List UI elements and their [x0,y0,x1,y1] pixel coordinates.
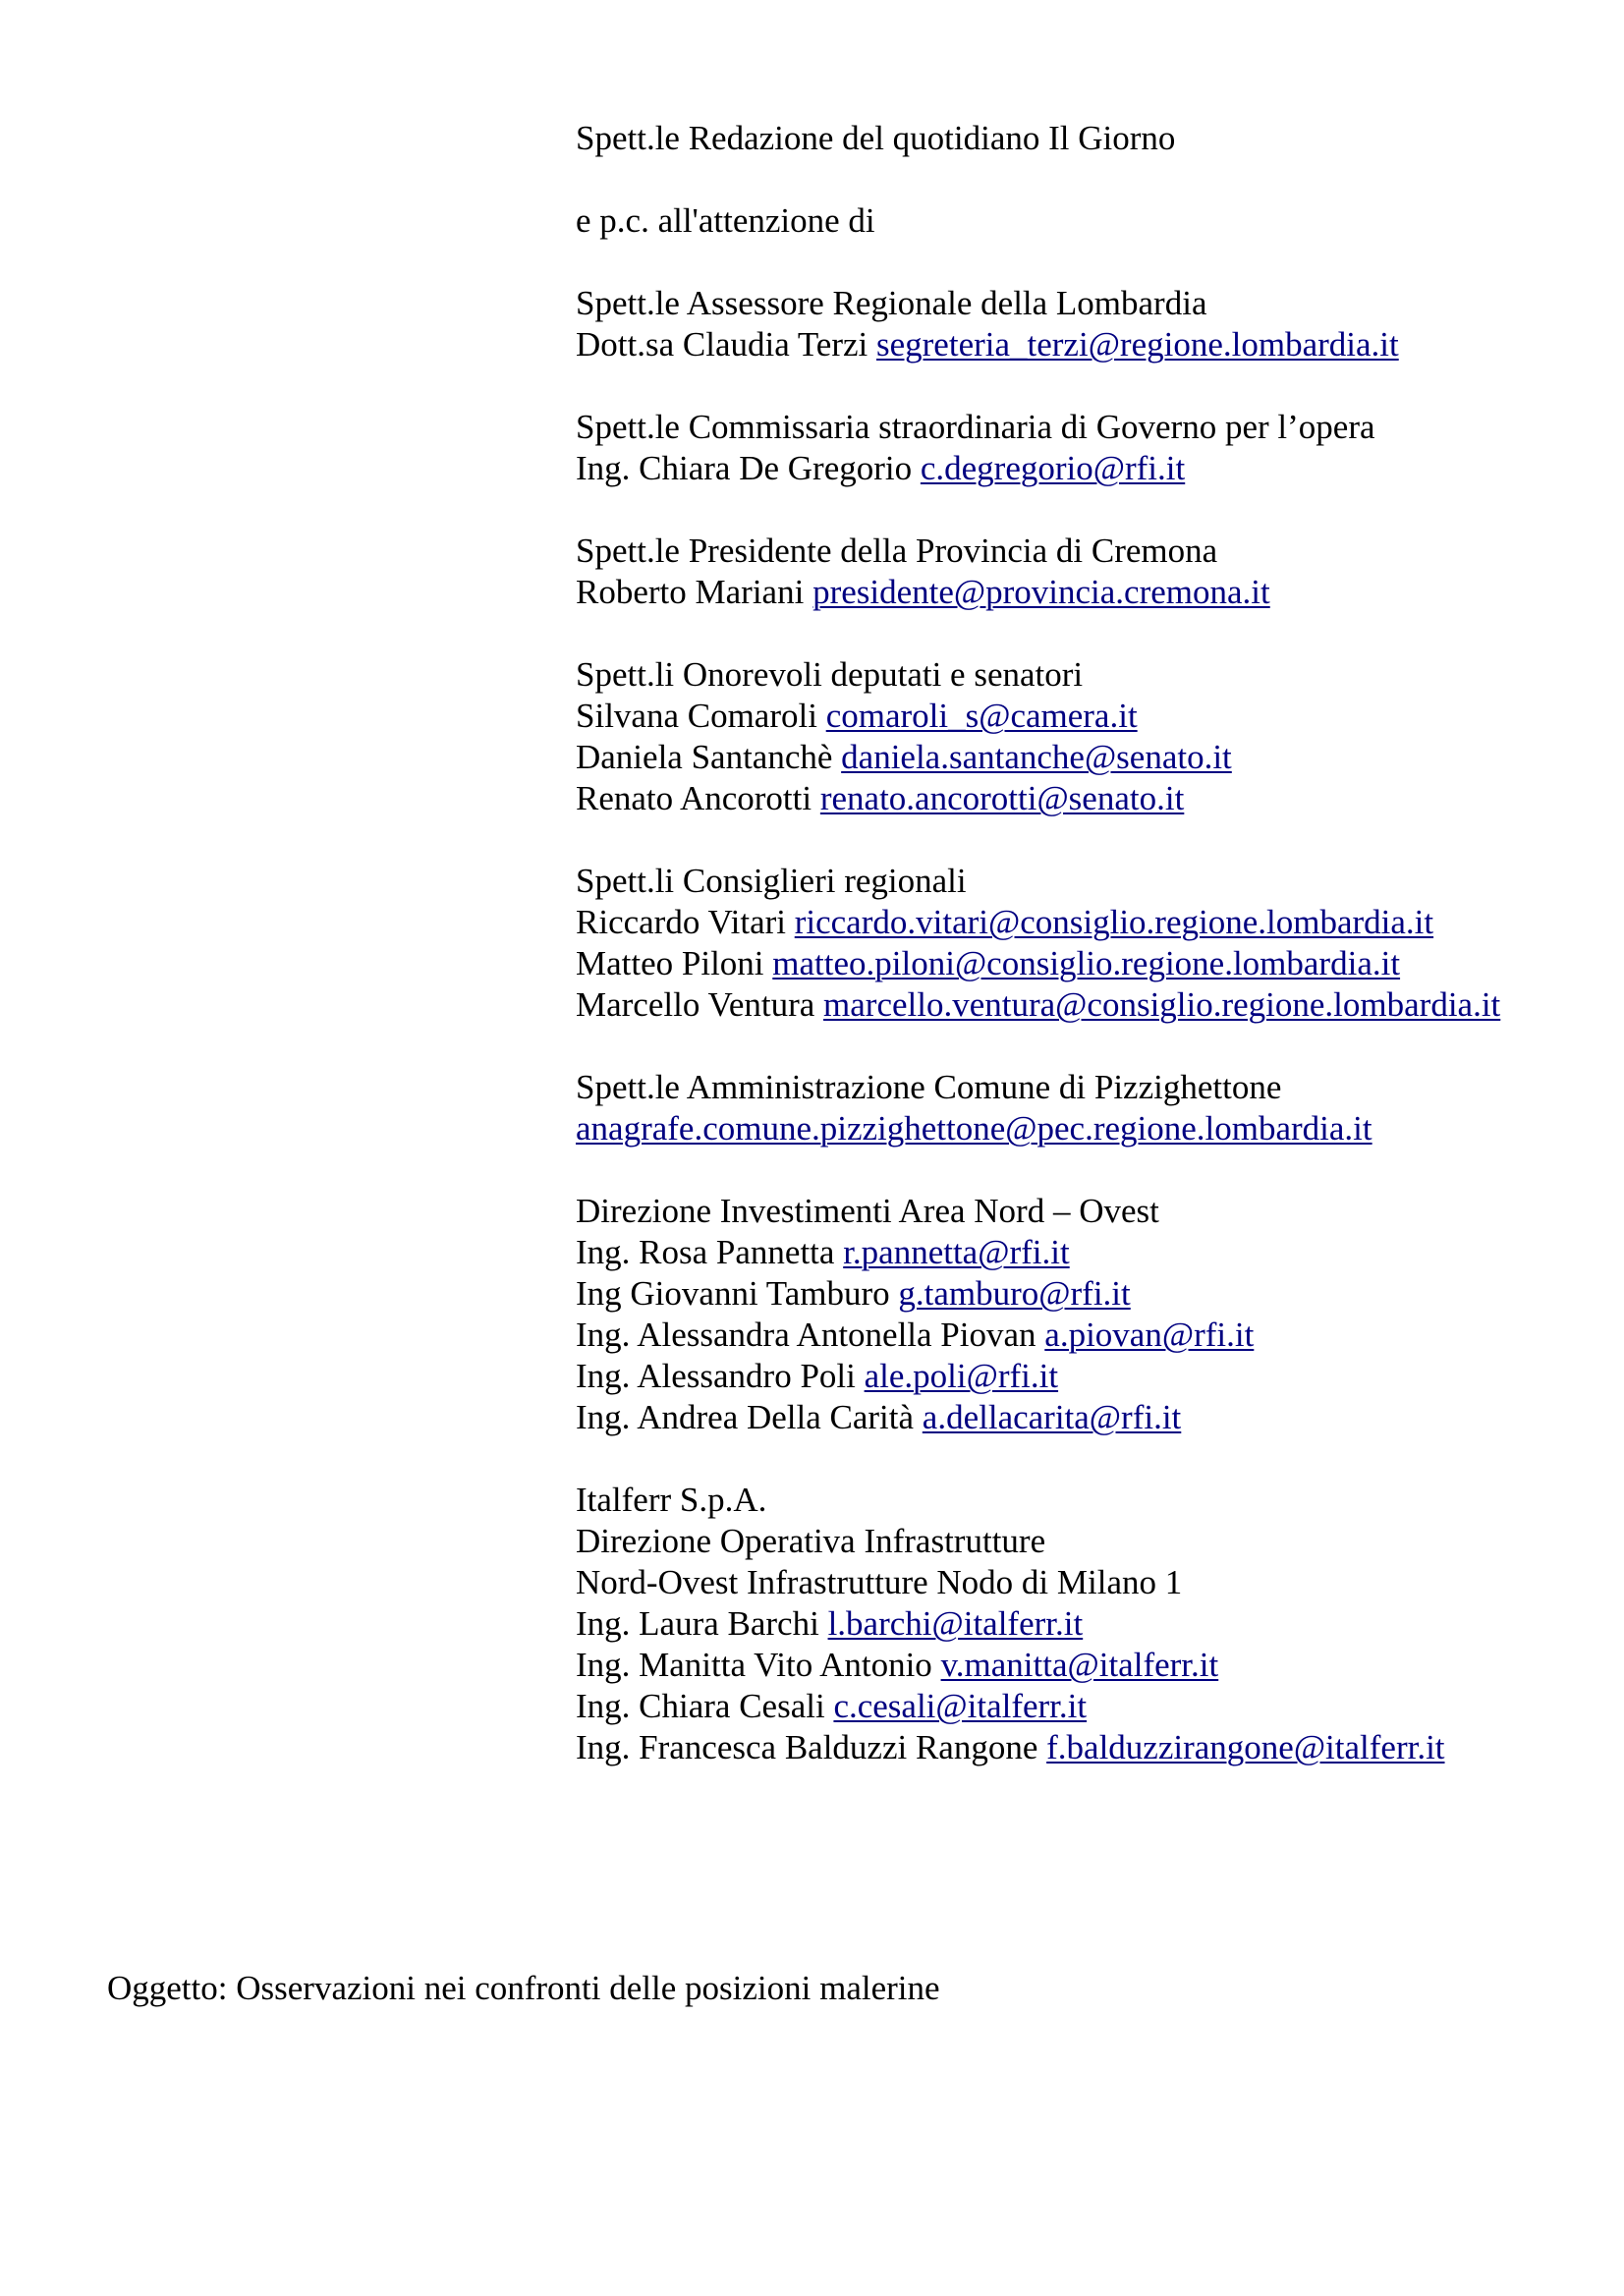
email-link[interactable]: ale.poli@rfi.it [864,1357,1059,1395]
recipient-text: Spett.le Commissaria straordinaria di Governo per l’opera [576,408,1375,446]
recipient-line [576,1397,1597,1438]
recipient-line [576,1686,1597,1727]
recipient-line [576,1356,1597,1397]
email-link[interactable]: riccardo.vitari@consiglio.regione.lombardia.it [794,903,1434,941]
email-link[interactable]: r.pannetta@rfi.it [843,1233,1070,1271]
recipient-text: Ing. Alessandro Poli [576,1357,856,1395]
recipient-text: Daniela Santanchè [576,738,833,776]
recipient-line [576,737,1597,778]
recipient-block-giorno [576,118,1597,159]
recipient-block-assessore [576,283,1597,365]
recipient-block-commissaria [576,407,1597,489]
recipient-text: Spett.le Presidente della Provincia di Cremona [576,532,1218,570]
recipient-text: Nord-Ovest Infrastrutture Nodo di Milano 1 [576,1563,1183,1601]
recipient-text: Riccardo Vitari [576,903,786,941]
email-link[interactable]: anagrafe.comune.pizzighettone@pec.regione.lombardia.it [576,1109,1372,1148]
recipient-line [576,1562,1597,1603]
recipient-line [576,200,1597,242]
email-link[interactable]: comaroli_s@camera.it [825,697,1138,735]
recipient-line [576,1521,1597,1562]
recipient-text: Direzione Investimenti Area Nord – Ovest [576,1192,1159,1230]
recipient-line [576,324,1597,365]
recipient-block-italferr [576,1480,1597,1768]
email-link[interactable]: matteo.piloni@consiglio.regione.lombardia.it [772,944,1401,982]
recipient-line [576,984,1597,1026]
email-link[interactable]: f.balduzzirangone@italferr.it [1046,1728,1445,1766]
recipient-line [576,1273,1597,1315]
recipient-line [576,778,1597,819]
recipient-text: Ing. Rosa Pannetta [576,1233,835,1271]
recipient-block-consiglieri [576,861,1597,1026]
recipient-text: Ing. Alessandra Antonella Piovan [576,1316,1036,1354]
email-link[interactable]: g.tamburo@rfi.it [898,1274,1131,1313]
recipient-line [576,1067,1597,1108]
email-link[interactable]: daniela.santanche@senato.it [841,738,1232,776]
recipient-text: Roberto Mariani [576,573,805,611]
recipient-block-onorevoli [576,654,1597,819]
email-link[interactable]: c.degregorio@rfi.it [920,449,1186,487]
recipient-block-comune [576,1067,1597,1149]
recipient-text: Dott.sa Claudia Terzi [576,325,868,364]
recipient-text: e p.c. all'attenzione di [576,201,875,240]
recipient-line [576,654,1597,696]
recipient-text: Ing. Laura Barchi [576,1604,819,1643]
recipient-text: Direzione Operativa Infrastrutture [576,1522,1046,1560]
recipient-line [576,1603,1597,1645]
recipient-line [576,1480,1597,1521]
recipient-line [576,118,1597,159]
recipient-text: Spett.li Consiglieri regionali [576,862,967,900]
email-link[interactable]: renato.ancorotti@senato.it [819,779,1185,817]
recipient-line [576,696,1597,737]
email-link[interactable]: v.manitta@italferr.it [940,1646,1219,1684]
recipient-line [576,943,1597,984]
recipient-text: Renato Ancorotti [576,779,812,817]
recipient-text: Spett.le Assessore Regionale della Lombardia [576,284,1207,322]
recipient-text: Matteo Piloni [576,944,764,982]
recipient-line [576,861,1597,902]
email-link[interactable]: presidente@provincia.cremona.it [812,573,1270,611]
recipient-block-provincia [576,531,1597,613]
recipient-line [576,572,1597,613]
recipient-line [576,283,1597,324]
recipient-text: Ing. Andrea Della Carità [576,1398,915,1436]
recipient-line [576,448,1597,489]
email-link[interactable]: c.cesali@italferr.it [833,1687,1088,1725]
recipient-text: Ing. Chiara Cesali [576,1687,825,1725]
email-link[interactable]: l.barchi@italferr.it [827,1604,1084,1643]
recipient-block-direzione [576,1191,1597,1438]
recipient-block-pc [576,200,1597,242]
recipient-line [576,1232,1597,1273]
recipient-text: Ing. Manitta Vito Antonio [576,1646,932,1684]
email-link[interactable]: a.piovan@rfi.it [1044,1316,1255,1354]
recipient-text: Marcello Ventura [576,985,815,1024]
recipient-line [576,1191,1597,1232]
recipient-text: Spett.li Onorevoli deputati e senatori [576,655,1084,694]
recipient-text: Ing. Chiara De Gregorio [576,449,913,487]
recipient-line [576,1645,1597,1686]
recipient-text: Spett.le Redazione del quotidiano Il Giorno [576,119,1176,157]
recipient-line [576,1727,1597,1768]
recipient-line [576,407,1597,448]
recipient-text: Italferr S.p.A. [576,1481,767,1519]
recipient-line [576,531,1597,572]
recipient-text: Spett.le Amministrazione Comune di Pizzighettone [576,1068,1282,1106]
recipient-line [576,1315,1597,1356]
email-link[interactable]: marcello.ventura@consiglio.regione.lombardia.it [823,985,1501,1024]
recipient-line [576,1108,1597,1149]
email-link[interactable]: segreteria_terzi@regione.lombardia.it [876,325,1399,364]
recipient-text: Ing Giovanni Tamburo [576,1274,890,1313]
recipient-text: Ing. Francesca Balduzzi Rangone [576,1728,1038,1766]
email-link[interactable]: a.dellacarita@rfi.it [922,1398,1182,1436]
recipient-text: Silvana Comaroli [576,697,817,735]
subject-line: Oggetto: Osservazioni nei confronti delle posizioni malerine [107,1969,940,2007]
recipient-list [576,118,1597,1810]
recipient-line [576,902,1597,943]
